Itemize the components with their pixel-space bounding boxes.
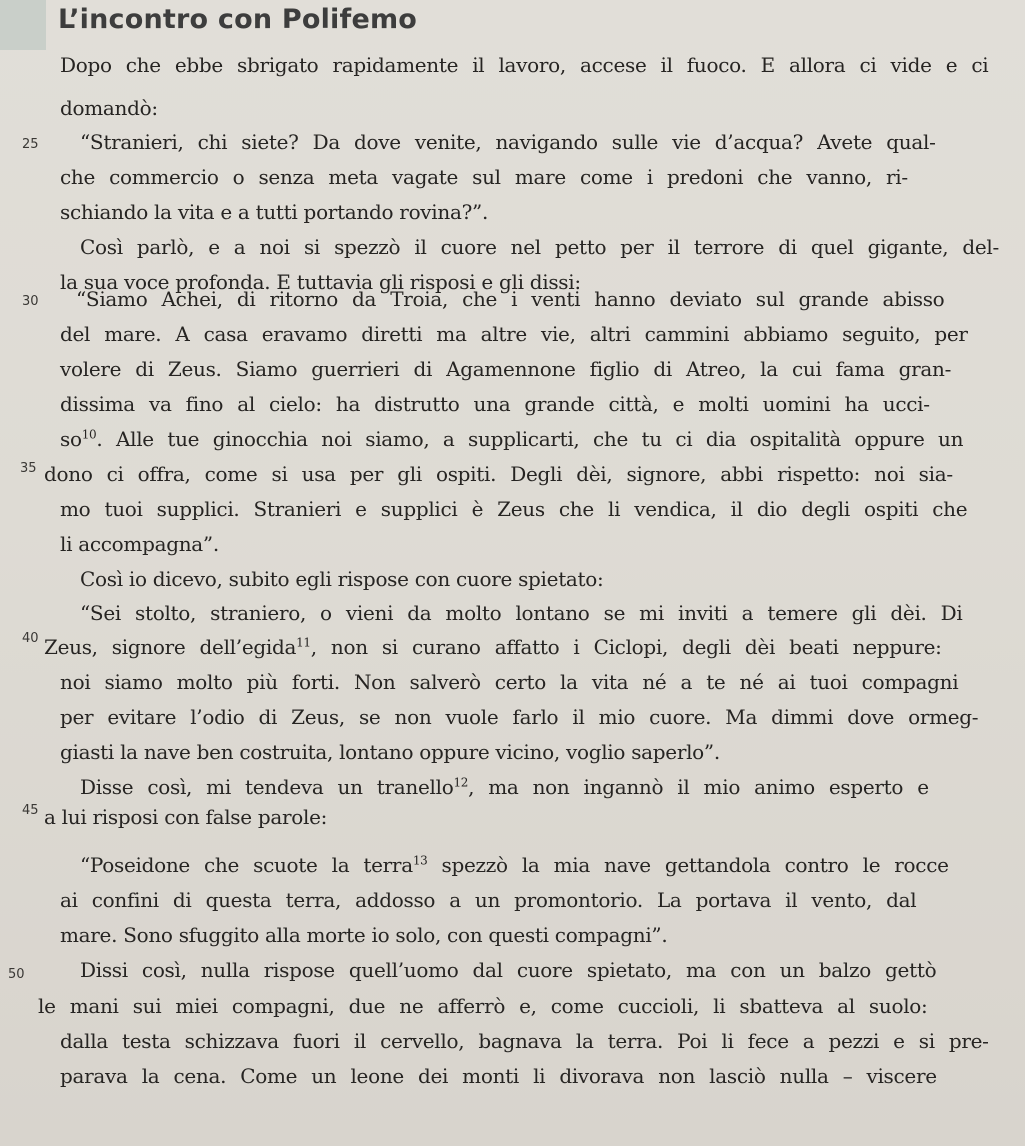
text-line: parava la cena. Come un leone dei monti li divorava non lasciò nulla – viscere xyxy=(60,1064,937,1088)
line-number-40: 40 xyxy=(22,631,39,646)
text-line-start: Zeus, signore dell’egida xyxy=(44,635,297,659)
text-line: giasti la nave ben costruita, lontano oppure vicino, voglio saperlo”. xyxy=(60,740,720,764)
footnote-marker: 13 xyxy=(412,853,428,868)
text-line: dissima va fino al cielo: ha distrutto una grande città, e molti uomini ha ucci- xyxy=(60,392,930,416)
text-line-end: . Alle tue ginocchia noi siamo, a supplicarti, che tu ci dia ospitalità oppure un xyxy=(96,427,964,451)
text-line: mo tuoi supplici. Stranieri e supplici è Zeus che li vendica, il dio degli ospiti che xyxy=(60,497,968,521)
text-line xyxy=(60,427,963,451)
text-line-end: spezzò la mia nave gettandola contro le rocce xyxy=(427,853,949,877)
text-line: del mare. A casa eravamo diretti ma altre vie, altri cammini abbiamo seguito, per xyxy=(60,322,968,346)
text-line-start: Disse così, mi tendeva un tranello xyxy=(80,775,454,799)
text-line: Dissi così, nulla rispose quell’uomo dal cuore spietato, ma con un balzo gettò xyxy=(80,958,937,982)
text-line: “Sei stolto, straniero, o vieni da molto lontano se mi inviti a temere gli dèi. Di xyxy=(80,601,963,625)
text-line: mare. Sono sfuggito alla morte io solo, con questi compagni”. xyxy=(60,923,668,947)
text-line xyxy=(80,775,929,799)
line-number-50: 50 xyxy=(8,967,25,982)
text-line: la sua voce profonda. E tuttavia gli risposi e gli dissi: xyxy=(60,270,581,294)
text-line-start: so xyxy=(60,427,82,451)
page-title: L’incontro con Polifemo xyxy=(58,4,418,35)
text-line: che commercio o senza meta vagate sul mare come i predoni che vanno, ri- xyxy=(60,165,908,189)
line-number-35: 35 xyxy=(20,461,37,476)
text-line: dono ci offra, come si usa per gli ospiti. Degli dèi, signore, abbi rispetto: noi sia- xyxy=(44,462,953,486)
text-line: li accompagna”. xyxy=(60,532,219,556)
line-number-30: 30 xyxy=(22,294,39,309)
text-line: Dopo che ebbe sbrigato rapidamente il lavoro, accese il fuoco. E allora ci vide e ci xyxy=(60,53,989,77)
text-line-start: “Poseidone che scuote la terra xyxy=(80,853,413,877)
text-line: per evitare l’odio di Zeus, se non vuole farlo il mio cuore. Ma dimmi dove ormeg- xyxy=(60,705,979,729)
text-line xyxy=(80,853,949,877)
text-line: “Siamo Achei, di ritorno da Troia, che i venti hanno deviato sul grande abisso xyxy=(76,287,945,311)
text-line-end: , ma non ingannò il mio animo esperto e xyxy=(468,775,929,799)
text-line: “Stranieri, chi siete? Da dove venite, navigando sulle vie d’acqua? Avete qual- xyxy=(80,130,936,154)
text-line: ai confini di questa terra, addosso a un promontorio. La portava il vento, dal xyxy=(60,888,917,912)
footnote-marker: 10 xyxy=(81,427,97,442)
text-line: noi siamo molto più forti. Non salverò certo la vita né a te né ai tuoi compagni xyxy=(60,670,959,694)
text-line: dalla testa schizzava fuori il cervello, bagnava la terra. Poi li fece a pezzi e si pre- xyxy=(60,1029,989,1053)
text-line: a lui risposi con false parole: xyxy=(44,805,328,829)
footnote-marker: 12 xyxy=(453,775,469,790)
text-line: schiando la vita e a tutti portando rovina?”. xyxy=(60,200,489,224)
footnote-marker: 11 xyxy=(296,635,311,650)
text-line: Così io dicevo, subito egli rispose con cuore spietato: xyxy=(80,567,604,591)
line-number-25: 25 xyxy=(22,137,39,152)
text-line: Così parlò, e a noi si spezzò il cuore nel petto per il terrore di quel gigante, del- xyxy=(80,235,999,259)
text-line-end: , non si curano affatto i Ciclopi, degli dèi beati neppure: xyxy=(310,635,942,659)
text-line: volere di Zeus. Siamo guerrieri di Agamennone figlio di Atreo, la cui fama gran- xyxy=(60,357,952,381)
text-line: le mani sui miei compagni, due ne afferrò e, come cuccioli, li sbatteva al suolo: xyxy=(38,994,928,1018)
text-line xyxy=(44,635,942,659)
text-line: domandò: xyxy=(60,96,158,120)
chapter-tab-marker xyxy=(0,0,46,50)
line-number-45: 45 xyxy=(22,803,39,818)
